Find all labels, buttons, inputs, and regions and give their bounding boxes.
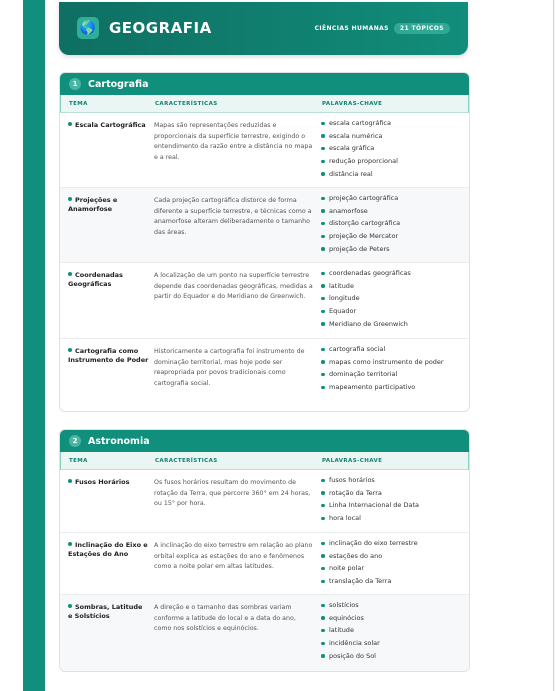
page-title: GEOGRAFIA [109,19,212,37]
keyword-item: noite polar [321,564,463,573]
keyword-item: projeção de Peters [321,245,463,254]
keyword-item: projeção de Mercator [321,232,463,241]
keyword-item: projeção cartográfica [321,194,463,203]
column-headers [60,95,469,113]
section-cartografia [59,72,470,412]
table-row [60,470,469,533]
row-tema: Projeções e Anamorfose [68,196,118,213]
row-tema: Cartografia como Instrumento de Poder [68,347,149,364]
row-caracteristicas: Cada projeção cartográfica distorce de forma diferente a superfície terrestre, e técnicas como a anamorfose alteram deliberadamente o tamanho das áreas. [154,197,312,236]
bullet-icon [68,122,72,126]
keyword-item: escala cartográfica [321,119,463,128]
column-headers [60,452,469,470]
row-caracteristicas: Historicamente a cartografia foi instrumento de dominação territorial, mas hoje pode ser reapropriada por povos tradicionais como cartografia social. [154,348,305,387]
bullet-icon [68,542,72,546]
column-header-tema: TEMA [69,457,88,464]
keyword-item: Meridiano de Greenwich [321,320,463,329]
row-palavras [321,339,469,411]
keyword-item: posição do Sol [321,652,463,661]
row-palavras [321,533,469,594]
row-palavras [321,595,469,672]
row-caracteristicas: A localização de um ponto na superfície terrestre depende das coordenadas geográficas, medidas a partir do Equador e do Meridiano de Greenwich. [154,272,313,300]
keyword-item: equinócios [321,614,463,623]
keyword-item: coordenadas geográficas [321,269,463,278]
bullet-icon [68,272,72,276]
section-title: Astronomia [88,435,150,447]
bullet-icon [68,197,72,201]
section-title: Cartografia [88,78,149,90]
keyword-item: Linha Internacional de Data [321,501,463,510]
section-header [60,73,469,95]
section-astronomia [59,429,470,672]
row-caracteristicas: A inclinação do eixo terrestre em relação ao plano orbital explica as estações do ano e fenômenos como a noite polar em altas latitudes. [154,542,313,570]
row-caracteristicas: Mapas são representações reduzidas e proporcionais da superfície terrestre, exigindo o entendimento da razão entre a distância no mapa e a real. [154,122,313,161]
table-row [60,533,469,595]
keyword-item: incidência solar [321,639,463,648]
row-tema: Inclinação do Eixo e Estações do Ano [68,541,148,558]
column-header-tema: TEMA [69,100,88,107]
keyword-item: dominação territorial [321,370,463,379]
table-row [60,595,469,672]
column-header-caracteristicas: CARACTERÍSTICAS [155,457,218,464]
keyword-item: redução proporcional [321,157,463,166]
keyword-item: fusos horários [321,476,463,485]
section-number: 1 [69,78,81,90]
keyword-item: distância real [321,170,463,179]
table-row [60,188,469,263]
bullet-icon [68,479,72,483]
keyword-item: cartografia social [321,345,463,354]
keyword-item: rotação da Terra [321,489,463,498]
keyword-item: escala numérica [321,132,463,141]
row-caracteristicas: Os fusos horários resultam do movimento de rotação da Terra, que percorre 360° em 24 horas, ou 15° por hora. [154,479,311,507]
keyword-item: latitude [321,626,463,635]
keyword-item: mapeamento participativo [321,383,463,392]
table-row [60,263,469,339]
keyword-item: solstícios [321,601,463,610]
keyword-item: hora local [321,514,463,523]
row-tema: Fusos Horários [60,470,153,532]
keyword-item: latitude [321,282,463,291]
keyword-item: longitude [321,294,463,303]
bullet-icon [68,348,72,352]
globe-icon: 🌎 [77,17,99,39]
subject-label: CIÊNCIAS HUMANAS [314,25,389,32]
column-header-palavras: PALAVRAS-CHAVE [322,457,383,464]
row-palavras [321,470,469,532]
keyword-item: Equador [321,307,463,316]
row-palavras [321,113,469,187]
topics-badge: 21 TÓPICOS [394,23,450,34]
row-tema: Sombras, Latitude e Solstícios [68,603,143,620]
keyword-item: distorção cartográfica [321,219,463,228]
table-row [60,339,469,411]
column-header-palavras: PALAVRAS-CHAVE [322,100,383,107]
header-meta [315,23,450,34]
decorative-side-bar [23,0,45,691]
keyword-item: estações do ano [321,552,463,561]
column-header-caracteristicas: CARACTERÍSTICAS [155,100,218,107]
row-palavras [321,263,469,338]
keyword-item: translação da Terra [321,577,463,586]
keyword-item: mapas como instrumento de poder [321,358,463,367]
keyword-item: anamorfose [321,207,463,216]
page-header [59,2,468,55]
row-tema: Escala Cartográfica [60,113,153,187]
section-header [60,430,469,452]
row-palavras [321,188,469,262]
keyword-item: escala gráfica [321,144,463,153]
row-caracteristicas: A direção e o tamanho das sombras variam conforme a latitude do local e a data do ano, como nos solstícios e equinócios. [154,604,296,632]
section-number: 2 [69,435,81,447]
keyword-item: inclinação do eixo terrestre [321,539,463,548]
bullet-icon [68,604,72,608]
table-row [60,113,469,188]
row-tema: Coordenadas Geográficas [68,271,123,288]
